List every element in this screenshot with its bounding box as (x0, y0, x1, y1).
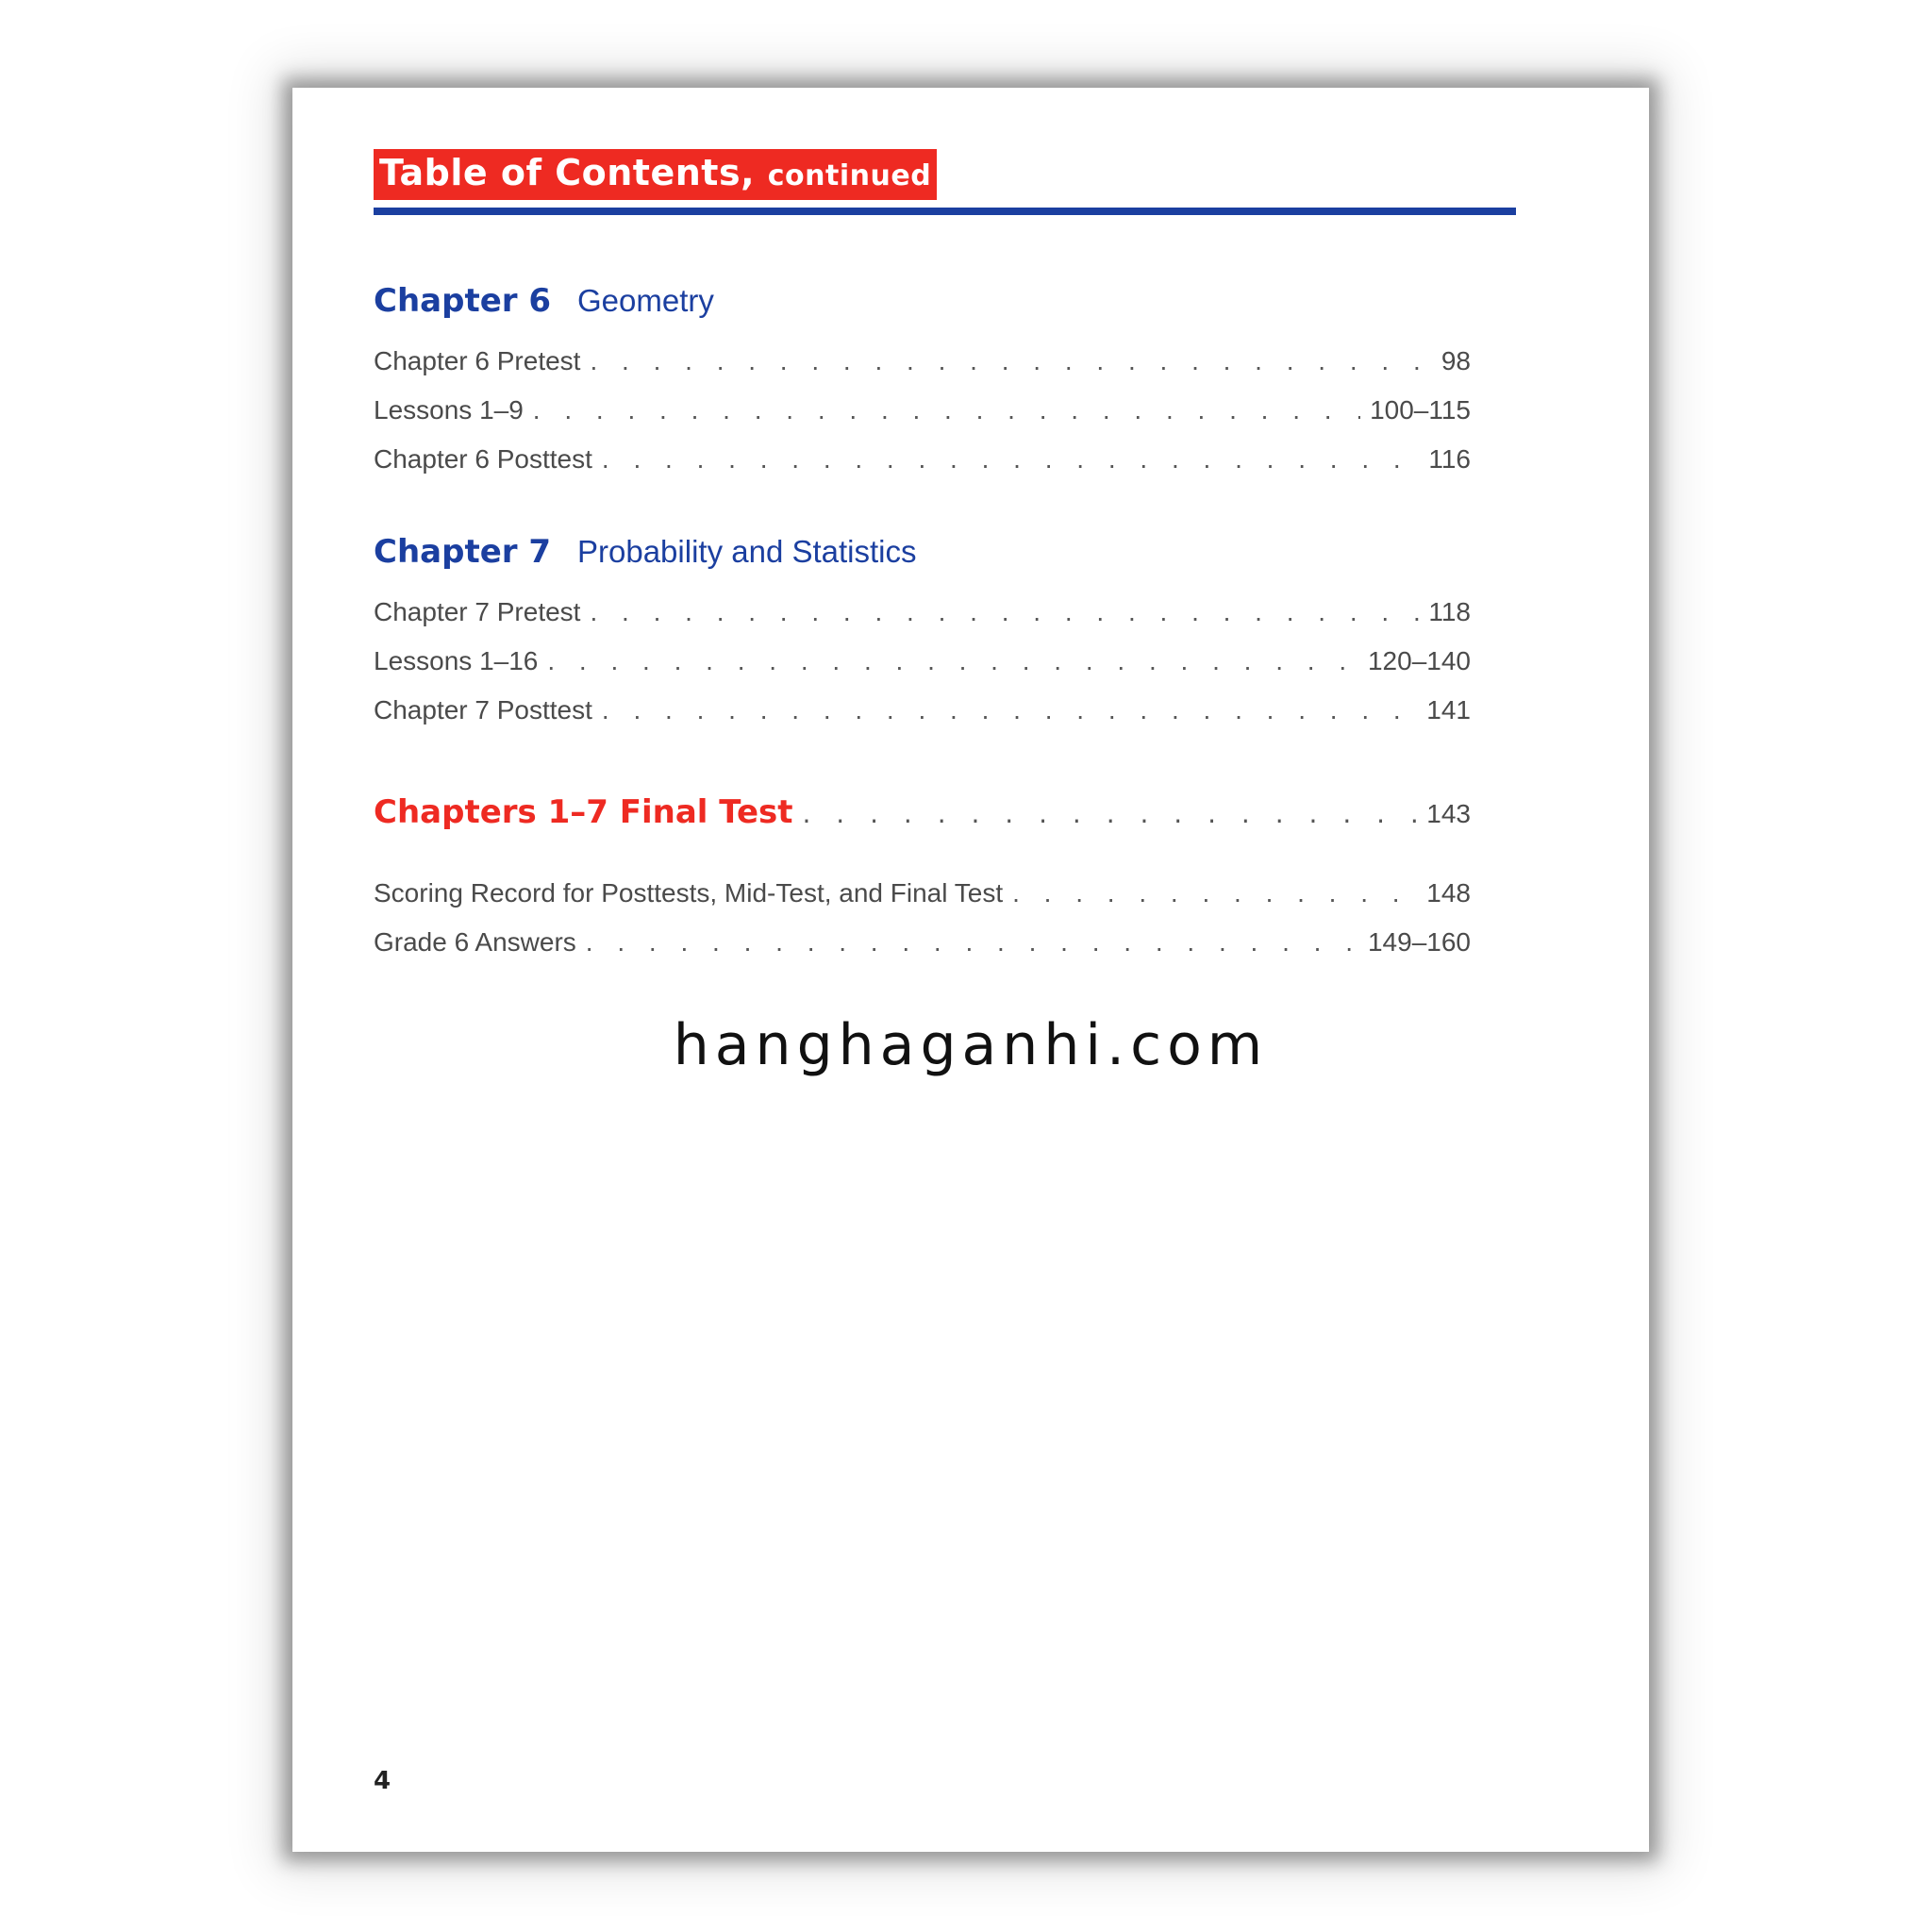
toc-entry-label: Chapter 7 Posttest (374, 695, 592, 724)
toc-entry[interactable] (374, 927, 1471, 965)
final-test-page: 143 (1426, 799, 1471, 828)
final-test-label: Chapters 1–7 Final Test (374, 793, 793, 831)
toc-entry-label: Scoring Record for Posttests, Mid-Test, and Final Test (374, 878, 1004, 908)
toc-entry-page: 120–140 (1367, 646, 1471, 675)
chapter-title: Geometry (577, 283, 714, 318)
dot-leader (602, 444, 1419, 475)
page-title (374, 149, 937, 200)
title-suffix: continued (767, 159, 932, 192)
toc-entry[interactable] (374, 346, 1471, 384)
document-page (292, 88, 1649, 1852)
toc-entry-label: Chapter 7 Pretest (374, 597, 581, 626)
toc-entry-page: 149–160 (1367, 927, 1471, 957)
toc-entry-final-test[interactable] (374, 793, 1471, 841)
toc-entry-page: 141 (1426, 695, 1471, 724)
title-underline (374, 208, 1516, 215)
toc-entry-page: 116 (1428, 444, 1471, 474)
dot-leader (590, 597, 1419, 627)
page-number: 4 (374, 1767, 391, 1795)
toc-entry-page: 118 (1428, 597, 1471, 626)
chapter-number: Chapter 7 (374, 533, 552, 571)
dot-leader (586, 927, 1358, 958)
dot-leader (1012, 878, 1417, 908)
dot-leader (602, 695, 1417, 725)
toc-entry-label: Chapter 6 Pretest (374, 346, 581, 375)
chapter-number: Chapter 6 (374, 282, 552, 320)
toc-entry-label: Grade 6 Answers (374, 927, 576, 957)
dot-leader (547, 646, 1358, 676)
dot-leader (590, 346, 1431, 376)
toc-entry-label: Chapter 6 Posttest (374, 444, 592, 474)
chapter-title: Probability and Statistics (577, 534, 917, 569)
toc-entry[interactable] (374, 395, 1471, 433)
toc-entry[interactable] (374, 878, 1471, 916)
toc-entry-label: Lessons 1–16 (374, 646, 539, 675)
dot-leader (533, 395, 1360, 425)
toc-entry[interactable] (374, 444, 1471, 482)
toc-entry[interactable] (374, 597, 1471, 635)
chapter-heading (374, 533, 917, 571)
toc-entry-label: Lessons 1–9 (374, 395, 524, 425)
toc-entry-page: 148 (1426, 878, 1471, 908)
chapter-heading (374, 282, 714, 320)
toc-entry[interactable] (374, 646, 1471, 684)
toc-entry[interactable] (374, 695, 1471, 733)
toc-entry-page: 100–115 (1370, 395, 1471, 425)
page-header (374, 149, 1516, 200)
toc-entry-page: 98 (1441, 346, 1471, 375)
dot-leader (803, 798, 1418, 829)
title-main: Table of Contents, (379, 152, 756, 193)
watermark-text: hanghaganhi.com (673, 1012, 1269, 1078)
